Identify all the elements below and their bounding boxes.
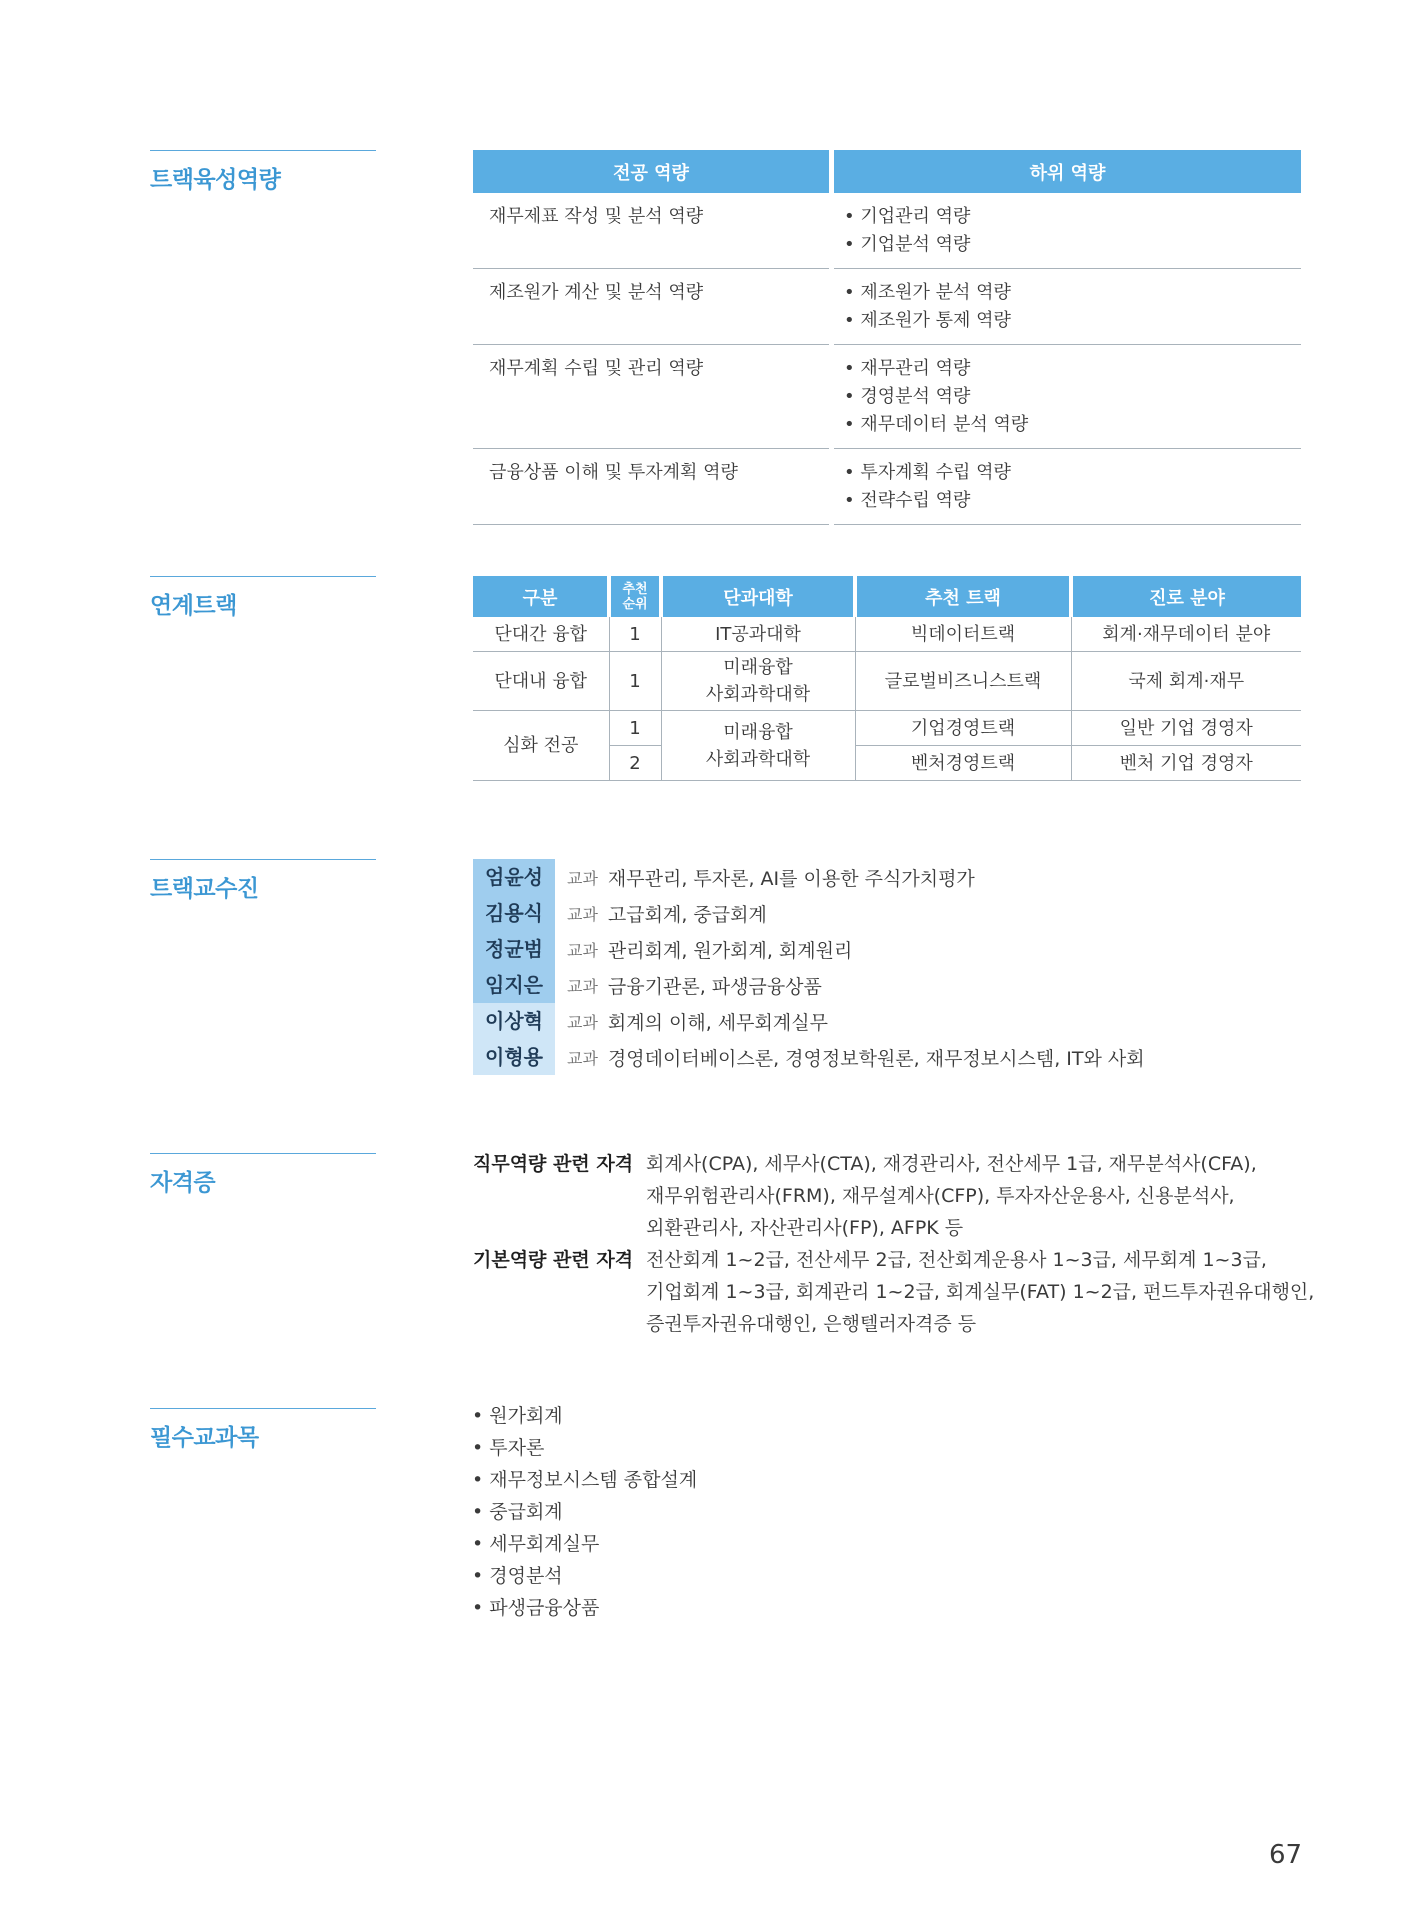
certificate-list [646, 1244, 1316, 1340]
certificate-line: 전산회계 1~2급, 전산세무 2급, 전산회계운용사 1~3급, 세무회계 1~3급, [646, 1249, 1267, 1271]
college-cell: IT공과대학 [661, 617, 855, 652]
sub-competency-list [832, 193, 1302, 269]
faculty-subjects: 금융기관론, 파생금융상품 [607, 975, 822, 998]
faculty-subjects: 재무관리, 투자론, AI를 이용한 주식가치평가 [607, 867, 975, 890]
certificate-line: 회계사(CPA), 세무사(CTA), 재경관리사, 전산세무 1급, 재무분석사(CFA), [646, 1153, 1257, 1175]
rank-cell: 1 [609, 711, 661, 746]
track-cell: 빅데이터트랙 [855, 617, 1071, 652]
header-career: 진로 분야 [1071, 576, 1301, 617]
section-title-competency: 트랙육성역량 [150, 150, 376, 194]
faculty-subjects: 관리회계, 원가회계, 회계원리 [607, 939, 853, 962]
certificate-label: 기본역량 관련 자격 [473, 1249, 634, 1271]
list-item: • 경영분석 [472, 1560, 697, 1592]
list-item: • 재무정보시스템 종합설계 [472, 1464, 697, 1496]
track-cell: 벤처경영트랙 [855, 746, 1071, 781]
list-item: • 재무데이터 분석 역량 [844, 411, 1285, 439]
faculty-name: 정균범 [473, 931, 555, 967]
category-cell: 단대내 융합 [473, 652, 609, 711]
certificate-line: 재무위험관리사(FRM), 재무설계사(CFP), 투자자산운용사, 신용분석사, [646, 1185, 1235, 1207]
certificate-label: 직무역량 관련 자격 [473, 1153, 634, 1175]
header-major-competency: 전공 역량 [473, 150, 832, 193]
list-item: • 세무회계실무 [472, 1528, 697, 1560]
list-item: • 제조원가 분석 역량 [844, 279, 1285, 307]
rank-cell: 1 [609, 617, 661, 652]
section-title-faculty: 트랙교수진 [150, 859, 376, 903]
faculty-name: 엄윤성 [473, 859, 555, 895]
table-row [473, 652, 1301, 711]
list-item: • 기업관리 역량 [844, 203, 1285, 231]
faculty-tag: 교과 [567, 940, 598, 960]
faculty-subjects: 회계의 이해, 세무회계실무 [607, 1011, 828, 1034]
major-competency: 재무제표 작성 및 분석 역량 [473, 193, 832, 269]
rank-cell: 1 [609, 652, 661, 711]
table-row [473, 617, 1301, 652]
list-item: • 제조원가 통제 역량 [844, 307, 1285, 335]
list-item: • 투자론 [472, 1432, 697, 1464]
table-row [473, 269, 1301, 345]
faculty-tag: 교과 [567, 976, 598, 996]
header-rank-text: 추천 순위 [622, 581, 648, 612]
list-item: • 중급회계 [472, 1496, 697, 1528]
faculty-tag: 교과 [567, 1048, 598, 1068]
table-row [473, 345, 1301, 449]
list-item: • 재무관리 역량 [844, 355, 1285, 383]
sub-competency-list [832, 269, 1302, 345]
faculty-row [473, 1039, 1145, 1075]
sub-competency-list [832, 345, 1302, 449]
list-item: • 파생금융상품 [472, 1592, 697, 1624]
linked-track-table [473, 576, 1301, 781]
header-track: 추천 트랙 [855, 576, 1071, 617]
career-cell: 일반 기업 경영자 [1071, 711, 1301, 746]
page-number: 67 [1269, 1840, 1303, 1870]
faculty-name: 김용식 [473, 895, 555, 931]
certificate-line: 외환관리사, 자산관리사(FP), AFPK 등 [646, 1217, 964, 1239]
list-item: • 경영분석 역량 [844, 383, 1285, 411]
major-competency: 제조원가 계산 및 분석 역량 [473, 269, 832, 345]
faculty-row [473, 1003, 1145, 1039]
list-item: • 전략수립 역량 [844, 487, 1285, 515]
competency-table [473, 150, 1301, 525]
required-course-list [472, 1400, 697, 1624]
table-row [473, 449, 1301, 525]
track-cell: 기업경영트랙 [855, 711, 1071, 746]
faculty-row [473, 895, 1145, 931]
faculty-tag: 교과 [567, 1012, 598, 1032]
career-cell: 벤처 기업 경영자 [1071, 746, 1301, 781]
rank-cell: 2 [609, 746, 661, 781]
section-title-linked-track: 연계트랙 [150, 576, 376, 620]
faculty-name: 임지은 [473, 967, 555, 1003]
major-competency: 금융상품 이해 및 투자계획 역량 [473, 449, 832, 525]
list-item: • 기업분석 역량 [844, 231, 1285, 259]
header-sub-competency: 하위 역량 [832, 150, 1302, 193]
faculty-name: 이형용 [473, 1039, 555, 1075]
faculty-subjects: 고급회계, 중급회계 [607, 903, 767, 926]
section-title-certificate: 자격증 [150, 1153, 376, 1197]
faculty-row [473, 967, 1145, 1003]
certificate-list [646, 1148, 1316, 1244]
faculty-name: 이상혁 [473, 1003, 555, 1039]
career-cell: 회계·재무데이터 분야 [1071, 617, 1301, 652]
major-competency: 재무계획 수립 및 관리 역량 [473, 345, 832, 449]
faculty-row [473, 859, 1145, 895]
header-category: 구분 [473, 576, 609, 617]
list-item: • 원가회계 [472, 1400, 697, 1432]
faculty-tag: 교과 [567, 904, 598, 924]
table-row [473, 193, 1301, 269]
college-cell: 미래융합 사회과학대학 [661, 652, 855, 711]
faculty-subjects: 경영데이터베이스론, 경영정보학원론, 재무정보시스템, IT와 사회 [607, 1047, 1145, 1070]
category-cell: 심화 전공 [473, 711, 609, 781]
certificate-line: 기업회계 1~3급, 회계관리 1~2급, 회계실무(FAT) 1~2급, 펀드투자권유대행인, [646, 1281, 1315, 1303]
career-cell: 국제 회계·재무 [1071, 652, 1301, 711]
section-title-required-courses: 필수교과목 [150, 1408, 376, 1452]
sub-competency-list [832, 449, 1302, 525]
table-row [473, 711, 1301, 746]
header-college: 단과대학 [661, 576, 855, 617]
faculty-list [473, 859, 1145, 1075]
track-cell: 글로벌비즈니스트랙 [855, 652, 1071, 711]
header-rank [609, 576, 661, 617]
college-cell: 미래융합 사회과학대학 [661, 711, 855, 781]
certificate-line: 증권투자권유대행인, 은행텔러자격증 등 [646, 1313, 977, 1335]
category-cell: 단대간 융합 [473, 617, 609, 652]
faculty-tag: 교과 [567, 868, 598, 888]
list-item: • 투자계획 수립 역량 [844, 459, 1285, 487]
faculty-row [473, 931, 1145, 967]
